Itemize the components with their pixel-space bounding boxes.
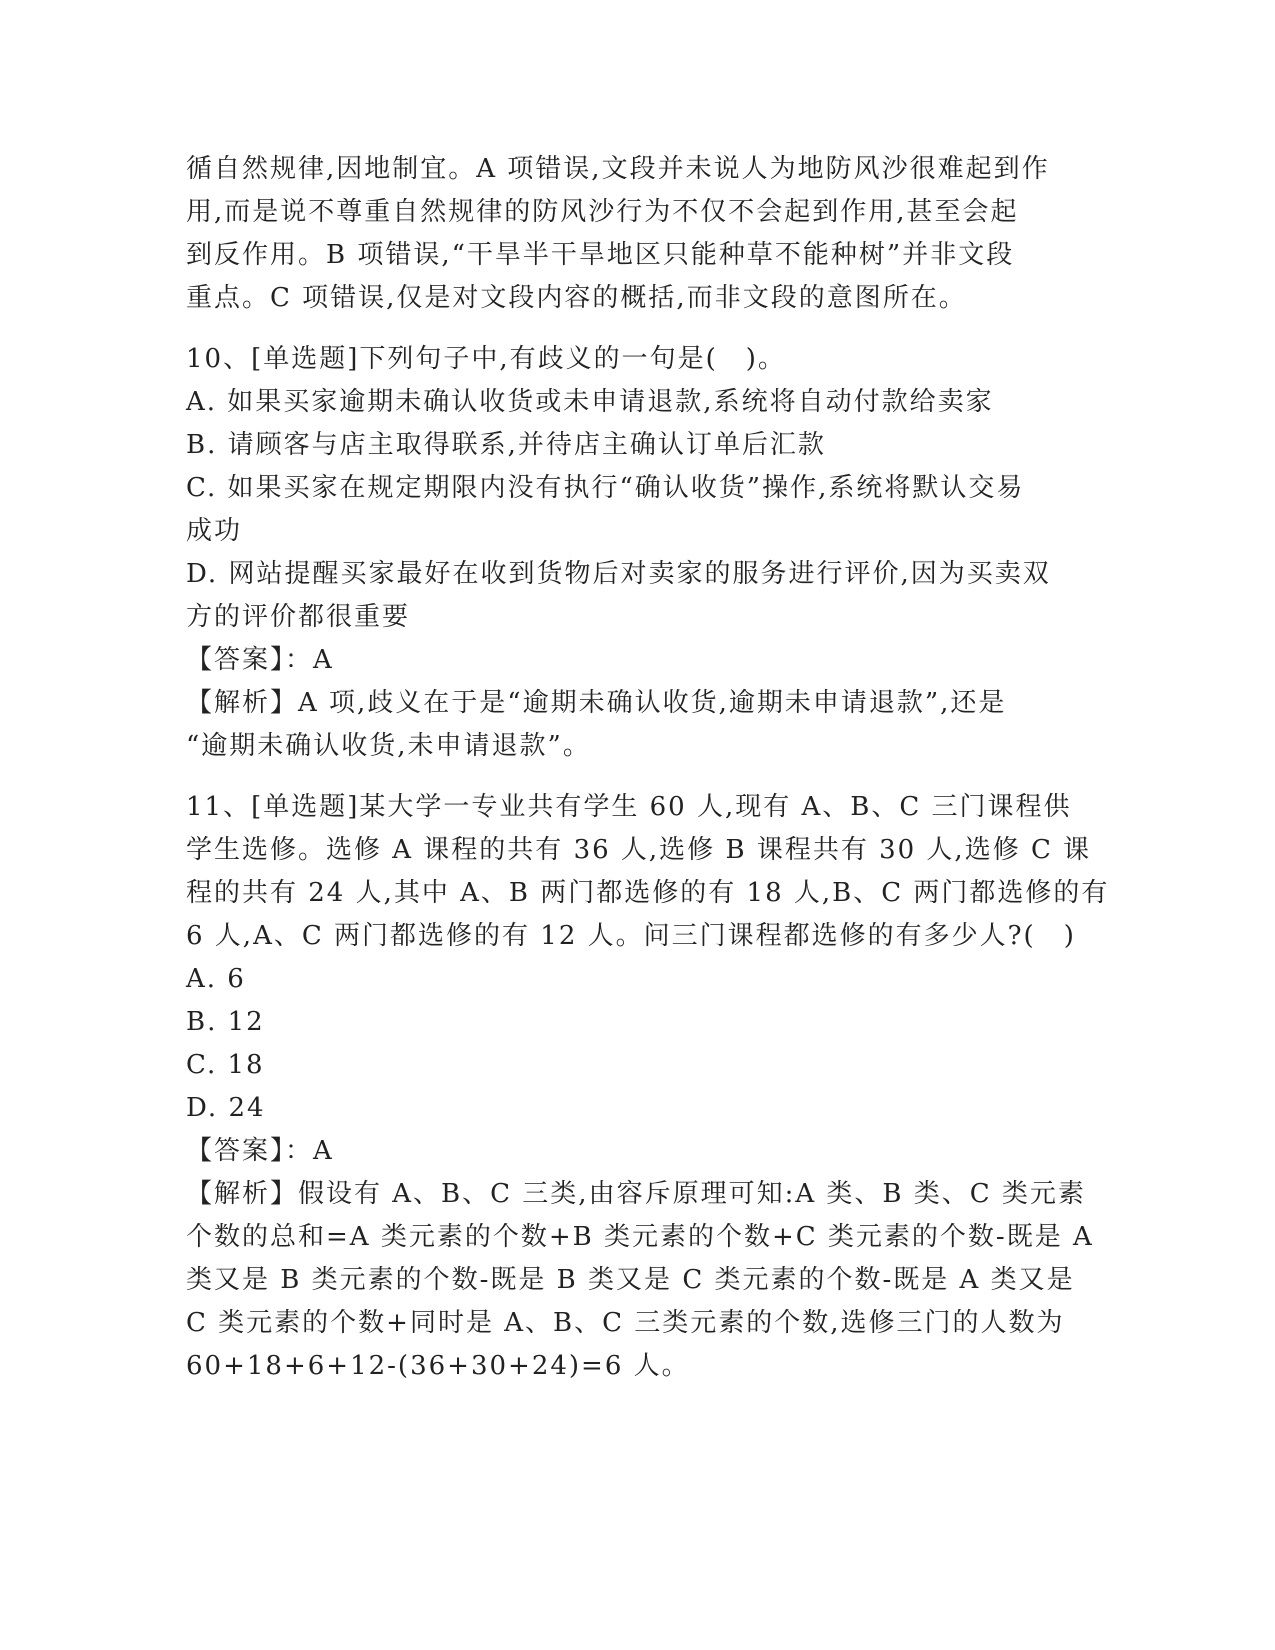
question-11 bbox=[186, 786, 1110, 1388]
question-11-option-b: B. 12 bbox=[186, 1007, 265, 1037]
question-10-option-b: B. 请顾客与店主取得联系,并待店主确认订单后汇款 bbox=[186, 430, 826, 460]
question-10-option-d: D. 网站提醒买家最好在收到货物后对卖家的服务进行评价,因为买卖双 bbox=[186, 559, 1051, 589]
question-10-analysis: 【解析】A 项,歧义在于是“逾期未确认收货,逾期未申请退款”,还是 bbox=[186, 688, 1007, 718]
question-11-analysis-1: 【解析】假设有 A、B、C 三类,由容斥原理可知:A 类、B 类、C 类元素 bbox=[186, 1179, 1086, 1209]
previous-analysis-continuation bbox=[186, 148, 1086, 320]
spacer bbox=[186, 768, 1086, 786]
question-11-option-c: C. 18 bbox=[186, 1050, 265, 1080]
question-11-stem-1: 11、[单选题]某大学一专业共有学生 60 人,现有 A、B、C 三门课程供 bbox=[186, 792, 1072, 822]
question-11-analysis-4: C 类元素的个数+同时是 A、B、C 三类元素的个数,选修三门的人数为 bbox=[186, 1308, 1065, 1338]
intro-line-1: 循自然规律,因地制宜。A 项错误,文段并未说人为地防风沙很难起到作 bbox=[186, 154, 1050, 184]
document-page bbox=[186, 148, 1110, 1388]
intro-line-4: 重点。C 项错误,仅是对文段内容的概括,而非文段的意图所在。 bbox=[186, 283, 967, 313]
question-11-analysis-2: 个数的总和=A 类元素的个数+B 类元素的个数+C 类元素的个数-既是 A bbox=[186, 1222, 1094, 1252]
question-10 bbox=[186, 338, 1086, 768]
question-11-answer: 【答案】：A bbox=[186, 1136, 334, 1166]
question-11-stem-2: 学生选修。选修 A 课程的共有 36 人,选修 B 课程共有 30 人,选修 C 课 bbox=[186, 835, 1092, 865]
question-11-analysis-3: 类又是 B 类元素的个数-既是 B 类又是 C 类元素的个数-既是 A 类又是 bbox=[186, 1265, 1075, 1295]
question-10-option-d-cont: 方的评价都很重要 bbox=[186, 602, 411, 632]
question-11-option-d: D. 24 bbox=[186, 1093, 266, 1123]
spacer bbox=[186, 320, 1086, 338]
question-11-option-a: A. 6 bbox=[186, 964, 246, 994]
question-10-option-a: A. 如果买家逾期未确认收货或未申请退款,系统将自动付款给卖家 bbox=[186, 387, 994, 417]
question-11-stem-3: 程的共有 24 人,其中 A、B 两门都选修的有 18 人,B、C 两门都选修的有 bbox=[186, 878, 1110, 908]
question-11-stem-4: 6 人,A、C 两门都选修的有 12 人。问三门课程都选修的有多少人?( ) bbox=[186, 921, 1076, 951]
question-10-analysis-cont: “逾期未确认收货,未申请退款”。 bbox=[186, 731, 591, 761]
question-11-analysis-5: 60+18+6+12-(36+30+24)=6 人。 bbox=[186, 1351, 690, 1381]
question-10-option-c: C. 如果买家在规定期限内没有执行“确认收货”操作,系统将默认交易 bbox=[186, 473, 1025, 503]
question-10-stem: 10、[单选题]下列句子中,有歧义的一句是( )。 bbox=[186, 344, 786, 374]
question-10-option-c-cont: 成功 bbox=[186, 516, 243, 546]
question-10-answer: 【答案】：A bbox=[186, 645, 334, 675]
intro-line-2: 用,而是说不尊重自然规律的防风沙行为不仅不会起到作用,甚至会起 bbox=[186, 197, 1019, 227]
intro-line-3: 到反作用。B 项错误,“干旱半干旱地区只能种草不能种树”并非文段 bbox=[186, 240, 1015, 270]
